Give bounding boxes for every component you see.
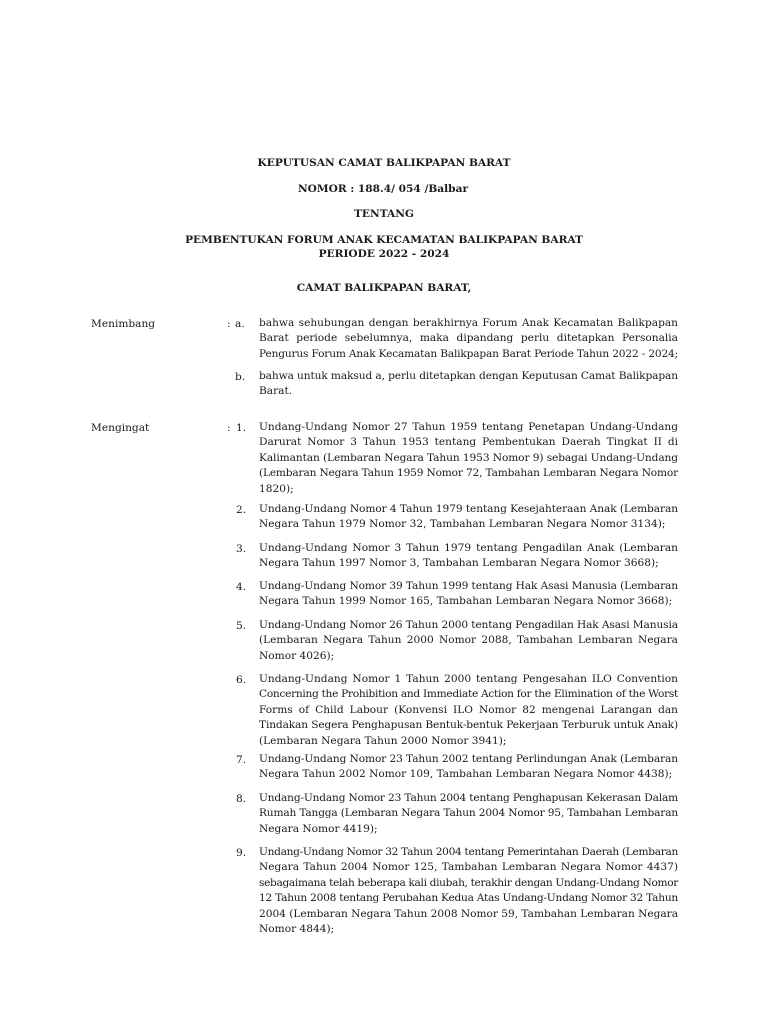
mengingat-item-line: 12 Tahun 2008 tentang Perubahan Kedua Atas Undang-Undang Nomor 32 Tahun (259, 892, 678, 905)
menimbang-item-line: Pengurus Forum Anak Kecamatan Balikpapan Barat Periode Tahun 2022 - 2024; (259, 347, 678, 360)
mengingat-item-line: Negara Nomor 4419); (259, 822, 378, 835)
mengingat-item-line: Negara Tahun 2004 Nomor 125, Tambahan Lembaran Negara Nomor 4437) (259, 861, 678, 874)
camat-heading: CAMAT BALIKPAPAN BARAT, (296, 282, 472, 294)
mengingat-item-line: Rumah Tangga (Lembaran Negara Tahun 2004 Nomor 95, Tambahan Lembaran (259, 807, 678, 820)
tentang-heading: TENTANG (354, 208, 414, 220)
mengingat-item-line: Undang-Undang Nomor 1 Tahun 2000 tentang Pengesahan ILO Convention (259, 673, 678, 685)
mengingat-item-line: (Lembaran Negara Tahun 2000 Nomor 3941); (259, 734, 507, 747)
mengingat-item-marker: 5. (236, 620, 247, 632)
mengingat-item-marker: 4. (236, 581, 247, 593)
menimbang-item-text (259, 316, 678, 362)
menimbang-item-line: Barat. (259, 385, 293, 398)
mengingat-item-marker: 6. (236, 674, 247, 686)
mengingat-item-line: (Lembaran Negara Tahun 2000 Nomor 2088, Tambahan Lembaran Negara (259, 634, 678, 647)
menimbang-item-text (259, 369, 678, 400)
mengingat-item-text (259, 502, 678, 533)
menimbang-item-line: Barat periode sebelumnya, maka dipandang perlu ditetapkan Personalia (259, 332, 678, 345)
mengingat-item-text (259, 845, 678, 937)
menimbang-item-line: bahwa untuk maksud a, perlu ditetapkan dengan Keputusan Camat Balikpapan (259, 370, 678, 382)
document-title: KEPUTUSAN CAMAT BALIKPAPAN BARAT (257, 157, 511, 169)
mengingat-item-line: Undang-Undang Nomor 27 Tahun 1959 tentang Penetapan Undang-Undang (259, 421, 678, 433)
mengingat-item-line: Forms of Child Labour (Konvensi ILO Nomor 82 mengenai Larangan dan (259, 703, 678, 716)
mengingat-label: Mengingat (91, 422, 150, 434)
mengingat-item-marker: 1. (236, 422, 247, 434)
mengingat-item-text (259, 618, 678, 664)
mengingat-item-line: Negara Tahun 1999 Nomor 165, Tambahan Lembaran Negara Nomor 3668); (259, 595, 673, 608)
mengingat-item-marker: 8. (236, 793, 247, 805)
mengingat-item-text (259, 541, 678, 572)
mengingat-item-line: Undang-Undang Nomor 39 Tahun 1999 tentang Hak Asasi Manusia (Lembaran (259, 580, 678, 592)
mengingat-item-line: sebagaimana telah beberapa kali diubah, terakhir dengan Undang-Undang Nomor (259, 876, 678, 889)
mengingat-item-line: Negara Tahun 1979 Nomor 32, Tambahan Lembaran Negara Nomor 3134); (259, 518, 666, 531)
mengingat-item-line: Darurat Nomor 3 Tahun 1953 tentang Pembentukan Daerah Tingkat II di (259, 436, 678, 449)
mengingat-item-text (259, 420, 678, 497)
mengingat-item-line: 1820); (259, 482, 294, 495)
mengingat-colon: : (227, 422, 231, 434)
mengingat-item-marker: 7. (236, 754, 247, 766)
mengingat-item-text (259, 672, 678, 749)
mengingat-item-line: Undang-Undang Nomor 4 Tahun 1979 tentang Kesejahteraan Anak (Lembaran (259, 503, 678, 515)
mengingat-item-line: (Lembaran Negara Tahun 1959 Nomor 72, Tambahan Lembaran Negara Nomor (259, 467, 678, 480)
mengingat-item-line: Undang-Undang Nomor 23 Tahun 2002 tentang Perlindungan Anak (Lembaran (259, 753, 678, 765)
mengingat-item-line: Nomor 4844); (259, 922, 335, 935)
menimbang-item-marker: b. (235, 371, 246, 383)
mengingat-item-marker: 9. (236, 847, 247, 859)
subject-line-1: PEMBENTUKAN FORUM ANAK KECAMATAN BALIKPAPAN BARAT (185, 234, 583, 246)
subject-line-2: PERIODE 2022 - 2024 (318, 248, 450, 260)
mengingat-item-text (259, 579, 678, 610)
mengingat-item-text (259, 752, 678, 783)
mengingat-item-text (259, 791, 678, 837)
mengingat-item-line: 2004 (Lembaran Negara Tahun 2008 Nomor 59, Tambahan Lembaran Negara (259, 907, 678, 920)
mengingat-item-line: Undang-Undang Nomor 3 Tahun 1979 tentang Pengadilan Anak (Lembaran (259, 542, 678, 554)
mengingat-item-line: Nomor 4026); (259, 649, 335, 662)
document-number: NOMOR : 188.4/ 054 /Balbar (297, 183, 469, 195)
menimbang-item-marker: a. (235, 318, 245, 330)
menimbang-colon: : (227, 318, 231, 330)
mengingat-item-line: Concerning the Prohibition and Immediate Action for the Elimination of the Worst (259, 688, 678, 701)
mengingat-item-marker: 3. (236, 543, 247, 555)
mengingat-item-line: Undang-Undang Nomor 23 Tahun 2004 tentang Penghapusan Kekerasan Dalam (259, 792, 679, 804)
mengingat-item-line: Negara Tahun 1997 Nomor 3, Tambahan Lembaran Negara Nomor 3668); (259, 557, 659, 570)
mengingat-item-line: Kalimantan (Lembaran Negara Tahun 1953 Nomor 9) sebagai Undang-Undang (259, 451, 678, 464)
mengingat-item-line: Undang-Undang Nomor 26 Tahun 2000 tentang Pengadilan Hak Asasi Manusia (259, 619, 678, 631)
mengingat-item-line: Tindakan Segera Penghapusan Bentuk-bentuk Pekerjaan Terburuk untuk Anak) (259, 719, 678, 732)
mengingat-item-line: Negara Tahun 2002 Nomor 109, Tambahan Lembaran Negara Nomor 4438); (259, 768, 673, 781)
mengingat-item-line: Undang-Undang Nomor 32 Tahun 2004 tentang Pemerintahan Daerah (Lembaran (259, 846, 678, 858)
menimbang-item-line: bahwa sehubungan dengan berakhirnya Forum Anak Kecamatan Balikpapan (259, 317, 678, 329)
menimbang-label: Menimbang (91, 318, 156, 330)
mengingat-item-marker: 2. (236, 504, 247, 516)
